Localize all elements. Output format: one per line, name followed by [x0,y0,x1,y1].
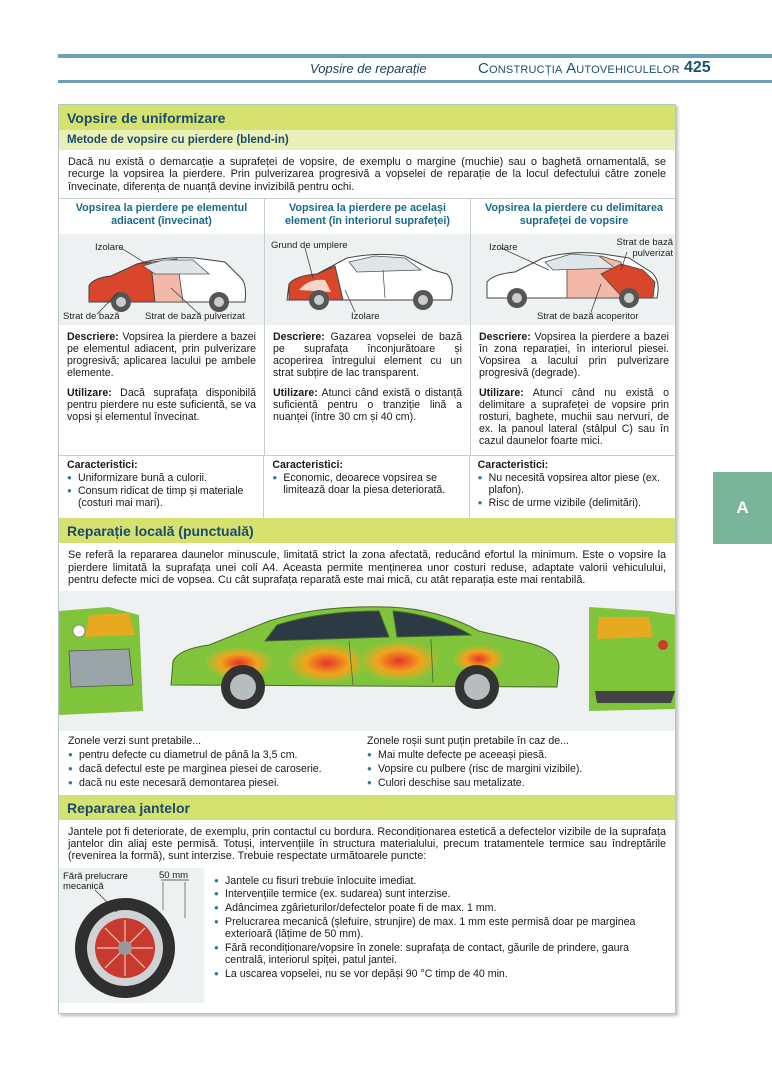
rim-illustration [59,868,204,1003]
section-title-uniform: Vopsire de uniformizare [59,105,675,130]
characteristics-delimited [470,456,675,518]
rims-intro: Jantele pot fi deteriorate, de exemplu, prin contactul cu bordura. Recondiționarea estetică a defectelor vizibile de la suprafața jantelor din aliaj este permisă. Totuși, intervențiile în structura materialului, precum tratamentele termice sau îndreptările (revenirea la formă), sunt interzise. Trebuie respectate următoarele puncte: [68,825,666,863]
desc-key: Descriere: [479,331,531,344]
list-item: ● Economic, deoarece vopsirea se limitează doar la piesa deteriorată. [272,472,460,496]
method-title: Vopsirea la pierdere cu delimitarea suprafeței de vopsire [484,202,664,227]
characteristics-title: Caracteristici: [477,459,549,472]
uniform-intro: Dacă nu există o demarcație a suprafeței de vopsire, de exemplu o margine (muchie) sau o baghetă ornamentală, se recurge la vopsirea la pierdere. Prin pulverizarea progresivă a vopselei de reparație de la locul defectului către zonele învecinate, diferența de nuanță devine invizibilă pentru ochi. [68,156,666,193]
section-title-local-repair: Reparație locală (punctuală) [59,518,675,543]
rims-details [59,868,675,1003]
label-covering-base: Strat de bază acoperitor [537,311,639,323]
characteristics-row [59,455,675,518]
list-item: ● La uscarea vopselei, nu se vor depăși 90 °C timp de 40 min. [214,968,666,981]
method-column-same-element [265,199,471,455]
chapter-tab[interactable]: A [713,472,772,544]
method-column-adjacent [59,199,265,455]
label-sprayed-base: Strat de bază pulverizat [616,237,673,260]
section-title-rims: Repararea jantelor [59,795,675,820]
method-title: Vopsirea la pierdere pe elementul adiacent (învecinat) [75,202,248,227]
use-text: Atunci când nu există o delimitare a suprafeței de vopsire prin rosturi, baghete, muchii sau nervuri, de ex. la panoul lateral (stâlpul C) sau în cazul daunelor foarte mici. [479,387,669,448]
method-description [265,325,470,423]
desc-text: Vopsirea la pierdere a bazei pe elementul adiacent, prin pulverizare progresivă; aplicarea lacului pe ambele elemente. [67,331,256,380]
red-zones-title: Zonele roșii sunt puțin pretabile în caz de... [367,735,569,748]
list-item: ● Nu necesită vopsirea altor piese (ex. plafon). [478,472,667,496]
desc-key: Descriere: [273,331,325,344]
local-repair-intro: Se referă la repararea daunelor minuscule, limitată strict la zona afectată, reducând efortul la minimum. Este o vopsire la pierdere limitată la suprafața unei coli A4. Aceasta permite menținerea unor costuri reduse, adaptate valorii vehiculului, pentru defecte mici de vopsea. Cu cât suprafața reparată este mai mică, cu atât reparația este mai rentabilă. [68,549,666,587]
red-zones [367,735,666,790]
label-isolation: Izolare [351,311,380,323]
list-item: ● Adâncimea zgârieturilor/defectelor poate fi de max. 1 mm. [214,902,666,915]
car-diagram-adjacent [59,234,264,325]
blend-methods-columns [59,198,675,455]
list-item: ● Mai multe defecte pe aceeași piesă. [367,749,666,762]
characteristics-same-element [264,456,469,518]
list-item: ● Prelucrarea mecanică (șlefuire, strunjire) de max. 1 mm este permisă doar pe marginea exterioară (lățime de 50 mm). [214,916,666,941]
car-zones-svg [59,591,675,731]
list-item: ● dacă defectul este pe marginea piesei de caroserie. [68,763,367,776]
method-description [59,325,264,423]
subsection-title-blend: Metode de vopsire cu pierdere (blend-in) [59,130,675,150]
use-key: Utilizare: [479,387,524,400]
green-zones-title: Zonele verzi sunt pretabile... [68,735,202,748]
method-description [471,325,676,447]
label-isolation: Izolare [489,242,518,254]
header-rule-bottom [58,80,772,83]
label-no-machining: Fără prelucrare mecanică [63,870,128,892]
label-isolation: Izolare [95,242,124,254]
list-item: ● dacă nu este necesară demontarea piesei. [68,777,367,790]
green-zones [68,735,367,790]
characteristics-adjacent [59,456,264,518]
method-title: Vopsirea la pierdere pe același element (în interiorul suprafeței) [285,202,450,227]
list-item: ● Intervențiile termice (ex. sudarea) sunt interzise. [214,888,666,901]
page-number: 425 [684,59,711,76]
car-diagram-delimited [471,234,676,325]
header-rule-top [58,54,772,58]
list-item: ● Consum ridicat de timp și materiale (costuri mai mari). [67,485,255,509]
rims-rules [204,868,674,1003]
repair-zones-illustration [59,591,675,731]
list-item: ● pentru defecte cu diametrul de până la 3,5 cm. [68,749,367,762]
list-item: ● Culori deschise sau metalizate. [367,777,666,790]
use-text: Atunci când există o distanță suficientă pentru o tranziție lină a nuanței (între 30 cm și 40 cm). [273,387,462,424]
header-section-title: Vopsire de reparație [310,61,427,76]
header-book-title: Construcția Autovehiculelor [478,60,680,77]
use-key: Utilizare: [67,387,112,400]
car-diagram-same-element [265,234,470,325]
desc-text: Vopsirea la pierdere a bazei în zona reparației, în interiorul piesei. Vopsirea a lacului prin pulverizare progresivă (degrade). [479,331,669,380]
characteristics-title: Caracteristici: [272,459,343,472]
list-item: ● Uniformizare bună a culorii. [67,472,255,484]
list-item: ● Jantele cu fisuri trebuie înlocuite imediat. [214,875,666,888]
repair-zones-lists [59,731,675,794]
method-column-delimited [471,199,676,455]
label-width-50mm: 50 mm [159,869,189,881]
label-sprayed-base: Strat de bază pulverizat [145,311,245,323]
list-item: ● Risc de urme vizibile (delimitări). [478,497,667,509]
use-text: Dacă suprafața disponibilă pentru pierdere nu este suficientă, se va vopsi și elementul învecinat. [67,387,256,424]
content-box [58,104,676,1014]
label-base-coat: Strat de bază [63,311,120,323]
list-item: ● Fără recondiționare/vopsire în zonele: suprafața de contact, găurile de prindere, gaura centrală, interiorul spiței, patul jantei. [214,942,666,967]
desc-key: Descriere: [67,331,119,344]
label-filler-primer: Grund de umplere [271,240,348,252]
desc-text: Gazarea vopselei de bază pe suprafața înconjurătoare și acoperirea întregului element cu un strat subțire de lac transparent. [273,331,462,380]
characteristics-title: Caracteristici: [67,459,138,472]
use-key: Utilizare: [273,387,318,400]
list-item: ● Vopsire cu pulbere (risc de margini vizibile). [367,763,666,776]
